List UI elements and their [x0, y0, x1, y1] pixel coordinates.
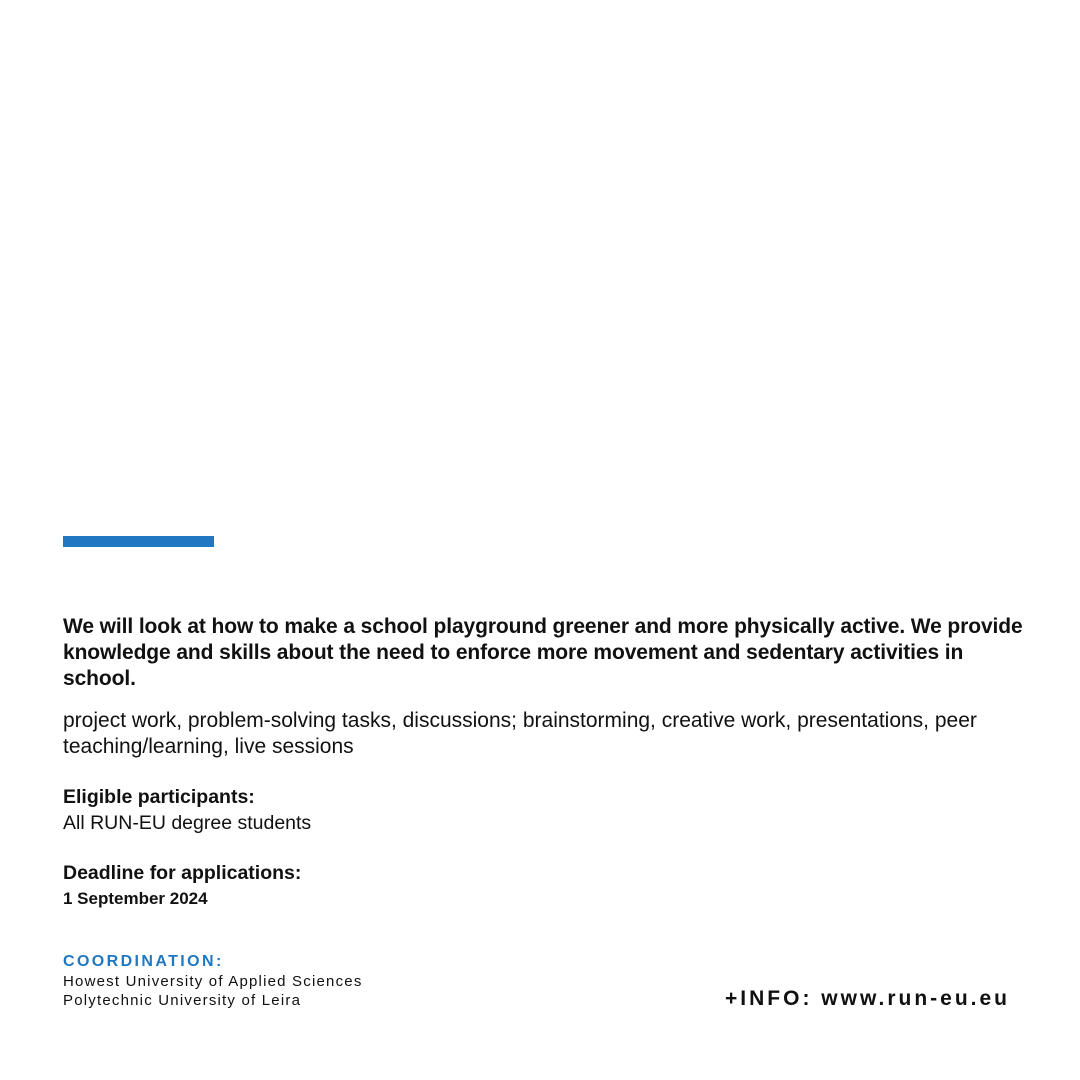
eligible-section [63, 784, 1023, 836]
methods-text: project work, problem-solving tasks, discussions; brainstorming, creative work, presentations, peer teaching/learning, live sessions [63, 709, 977, 758]
coordination-item-leira: Polytechnic University of Leira [63, 992, 302, 1009]
deadline-value: 1 September 2024 [63, 889, 208, 908]
coordination-block [63, 952, 363, 1010]
eligible-value: All RUN-EU degree students [63, 812, 312, 834]
deadline-section [63, 860, 1023, 912]
deadline-label: Deadline for applications: [63, 862, 302, 884]
main-content [63, 614, 1023, 912]
intro-text: We will look at how to make a school playground greener and more physically active. We provide knowledge and skills about the need to enforce more movement and sedentary activities in school. [63, 615, 1023, 690]
eligible-label: Eligible participants: [63, 786, 255, 808]
coordination-item-howest: Howest University of Applied Sciences [63, 973, 363, 990]
coordination-label: COORDINATION: [63, 953, 224, 970]
info-link[interactable]: +INFO: www.run-eu.eu [725, 987, 1010, 1010]
accent-bar [63, 536, 214, 547]
